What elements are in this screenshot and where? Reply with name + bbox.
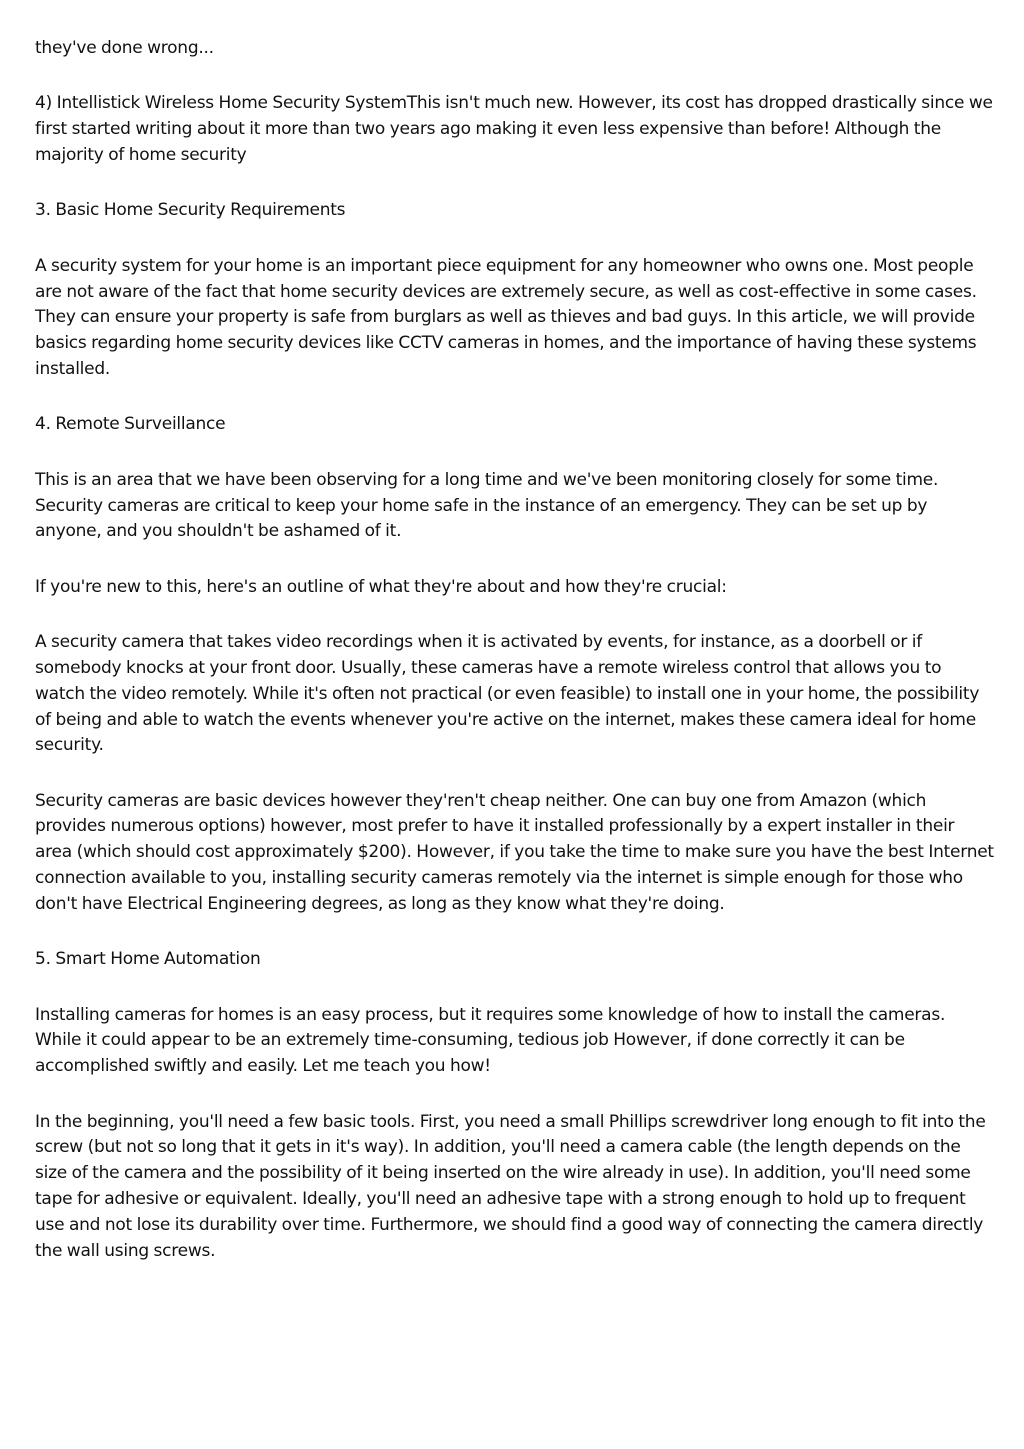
- paragraph-intellistick: 4) Intellistick Wireless Home Security SystemThis isn't much new. However, its cost has dropped drastically since we first started writing about it more than two years ago making it even less expensive than before! Although the majority of home security: [35, 93, 993, 165]
- paragraph-security-camera: A security camera that takes video recordings when it is activated by events, for instance, as a doorbell or if somebody knocks at your front door. Usually, these cameras have a remote wireless control that allows you to watch the video remotely. While it's often not practical (or even feasible) to install one in your home, the possibility of being and able to watch the events whenever you're active on the internet, makes these camera ideal for home security.: [35, 632, 980, 756]
- paragraph-observing: This is an area that we have been observing for a long time and we've been monitoring closely for some time. Security cameras are critical to keep your home safe in the instance of an emergency. They can be set up by anyone, and you shouldn't be ashamed of it.: [35, 469, 939, 542]
- paragraph-outline: If you're new to this, here's an outline of what they're about and how they're crucial:: [35, 576, 727, 597]
- paragraph-continuation: they've done wrong...: [35, 38, 214, 58]
- paragraph-basic-devices: Security cameras are basic devices however they'ren't cheap neither. One can buy one from Amazon (which provides numerous options) however, most prefer to have it installed professionally by a expert installer in their area (which should cost approximately $200). However, if you take the time to make sure you have the best Internet connection available to you, installing security cameras remotely via the internet is simple enough for those who don't have Electrical Engineering degrees, as long as they know what they're doing.: [35, 790, 994, 914]
- section-heading-remote-surveillance: 4. Remote Surveillance: [35, 414, 226, 435]
- section-heading-basic-requirements: 3. Basic Home Security Requirements: [35, 200, 346, 221]
- document-page: [35, 0, 995, 1294]
- paragraph-security-system: A security system for your home is an important piece equipment for any homeowner who owns one. Most people are not aware of the fact that home security devices are extremely secure, as well as cost-effective in some cases. They can ensure your property is safe from burglars as well as thieves and bad guys. In this article, we will provide basics regarding home security devices like CCTV cameras in homes, and the importance of having these systems installed.: [35, 255, 977, 379]
- paragraph-installing-cameras: Installing cameras for homes is an easy process, but it requires some knowledge of how to install the cameras. While it could appear to be an extremely time-consuming, tedious job However, if done correctly it can be accomplished swiftly and easily. Let me teach you how!: [35, 1004, 946, 1077]
- section-heading-smart-home: 5. Smart Home Automation: [35, 949, 261, 970]
- paragraph-basic-tools: In the beginning, you'll need a few basic tools. First, you need a small Phillips screwdriver long enough to fit into the screw (but not so long that it gets in it's way). In addition, you'll need a camera cable (the length depends on the size of the camera and the possibility of it being inserted on the wire already in use). In addition, you'll need some tape for adhesive or equivalent. Ideally, you'll need an adhesive tape with a strong enough to hold up to frequent use and not lose its durability over time. Furthermore, we should find a good way of connecting the camera directly the wall using screws.: [35, 1111, 986, 1261]
